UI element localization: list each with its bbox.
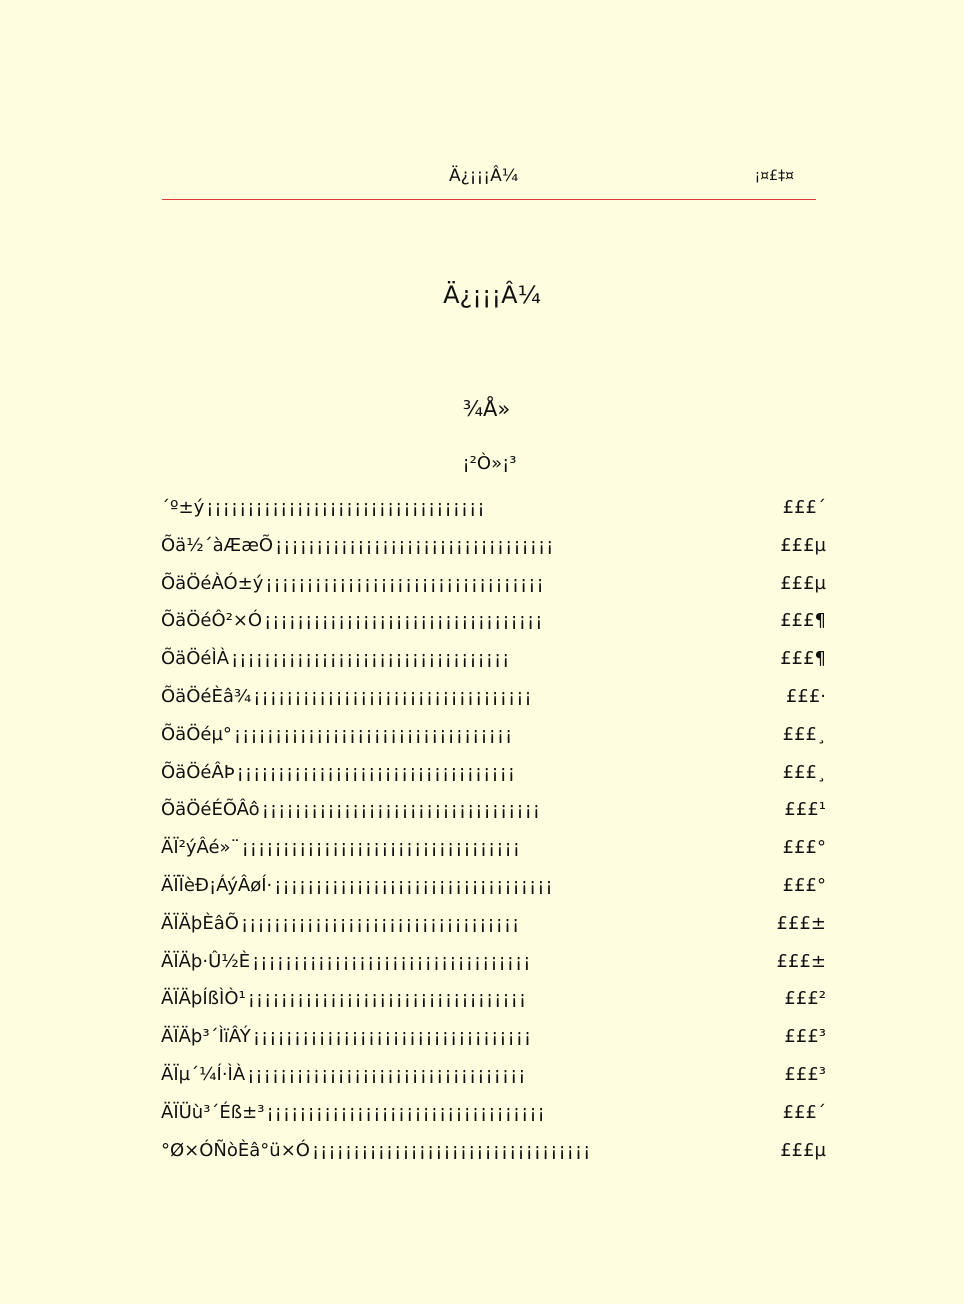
toc-entry-label: ÕäÖéÌÀ xyxy=(161,648,230,670)
toc-entry-page: £££¶ xyxy=(780,610,826,632)
toc-entry-label: °Ø×ÓÑòÈâ°ü×Ó xyxy=(161,1139,310,1161)
running-header xyxy=(162,166,816,200)
section-title: ¡²Ò»¡³ xyxy=(462,453,517,474)
dot-leader: ¡¡¡¡¡¡¡¡¡¡¡¡¡¡¡¡¡¡¡¡¡¡¡¡¡¡¡¡¡¡¡¡¡¡ xyxy=(236,761,516,783)
header-title: Ä¿¡¡¡Â¼ xyxy=(449,166,519,186)
toc-entry-page: £££± xyxy=(776,912,826,934)
toc-entry-label: ÕäÖéÔ²×Ó xyxy=(161,610,263,632)
toc-entry-page: £££³ xyxy=(784,1026,826,1048)
toc-entry-label: ÕäÖéÂÞ xyxy=(161,761,235,783)
toc-entry[interactable] xyxy=(161,980,826,1018)
toc-entry[interactable] xyxy=(161,602,826,640)
dot-leader: ¡¡¡¡¡¡¡¡¡¡¡¡¡¡¡¡¡¡¡¡¡¡¡¡¡¡¡¡¡¡¡¡¡¡ xyxy=(252,1026,533,1048)
toc-entry[interactable] xyxy=(161,905,826,943)
toc-entry-label: ÄÏÄþÍßÌÒ¹ xyxy=(161,988,246,1010)
toc-entry-label: ÕäÖéÀÓ±ý xyxy=(161,572,264,594)
document-title: Ä¿¡¡¡Â¼ xyxy=(443,281,541,309)
dot-leader: ¡¡¡¡¡¡¡¡¡¡¡¡¡¡¡¡¡¡¡¡¡¡¡¡¡¡¡¡¡¡¡¡¡¡ xyxy=(240,912,521,934)
toc-entry-page: £££± xyxy=(776,950,826,972)
toc-entry-page: £££µ xyxy=(780,1139,826,1161)
toc-entry[interactable] xyxy=(161,1132,826,1170)
part-title: ¾Å» xyxy=(462,397,511,421)
toc-entry-label: ÄÏÄþÈâÕ xyxy=(161,912,239,934)
dot-leader: ¡¡¡¡¡¡¡¡¡¡¡¡¡¡¡¡¡¡¡¡¡¡¡¡¡¡¡¡¡¡¡¡¡¡ xyxy=(253,685,533,707)
dot-leader: ¡¡¡¡¡¡¡¡¡¡¡¡¡¡¡¡¡¡¡¡¡¡¡¡¡¡¡¡¡¡¡¡¡¡ xyxy=(241,837,521,859)
toc-entry-label: ÄÏÜù³´Éß±³ xyxy=(161,1101,265,1123)
toc-entry-label: ÕäÖéµ° xyxy=(161,723,232,745)
dot-leader: ¡¡¡¡¡¡¡¡¡¡¡¡¡¡¡¡¡¡¡¡¡¡¡¡¡¡¡¡¡¡¡¡¡¡ xyxy=(252,950,532,972)
dot-leader: ¡¡¡¡¡¡¡¡¡¡¡¡¡¡¡¡¡¡¡¡¡¡¡¡¡¡¡¡¡¡¡¡¡¡ xyxy=(206,497,486,518)
toc-entry[interactable] xyxy=(161,867,826,905)
toc-entry[interactable] xyxy=(161,1094,826,1132)
toc-entry-label: Õä½´àÆæÕ xyxy=(161,534,274,556)
dot-leader: ¡¡¡¡¡¡¡¡¡¡¡¡¡¡¡¡¡¡¡¡¡¡¡¡¡¡¡¡¡¡¡¡¡¡ xyxy=(247,1063,527,1085)
dot-leader: ¡¡¡¡¡¡¡¡¡¡¡¡¡¡¡¡¡¡¡¡¡¡¡¡¡¡¡¡¡¡¡¡¡¡ xyxy=(231,648,511,670)
toc-entry-label: ´º±ý xyxy=(161,497,205,518)
toc-entry[interactable] xyxy=(161,527,826,565)
toc-entry-page: £££¹ xyxy=(784,799,826,821)
toc-entry[interactable] xyxy=(161,489,826,527)
toc-entry-label: ÄÏÄþ³´ÌïÂÝ xyxy=(161,1026,251,1048)
table-of-contents xyxy=(161,489,826,1169)
dot-leader: ¡¡¡¡¡¡¡¡¡¡¡¡¡¡¡¡¡¡¡¡¡¡¡¡¡¡¡¡¡¡¡¡¡¡ xyxy=(261,799,542,821)
toc-entry-page: £££´ xyxy=(782,497,826,518)
toc-entry[interactable] xyxy=(161,754,826,792)
toc-entry[interactable] xyxy=(161,829,826,867)
toc-entry-label: ÄÏÄþ·Û½È xyxy=(161,950,251,972)
toc-entry-label: ÄÏÏèÐ¡ÁýÂøÍ· xyxy=(161,874,273,896)
toc-entry[interactable] xyxy=(161,943,826,981)
header-page-number: ¡¤£‡¤ xyxy=(754,168,794,184)
dot-leader: ¡¡¡¡¡¡¡¡¡¡¡¡¡¡¡¡¡¡¡¡¡¡¡¡¡¡¡¡¡¡¡¡¡¡ xyxy=(247,988,528,1010)
toc-entry[interactable] xyxy=(161,678,826,716)
toc-entry-label: ÕäÖéÉÕÂô xyxy=(161,799,260,821)
toc-entry[interactable] xyxy=(161,716,826,754)
toc-entry-page: £££µ xyxy=(780,572,826,594)
dot-leader: ¡¡¡¡¡¡¡¡¡¡¡¡¡¡¡¡¡¡¡¡¡¡¡¡¡¡¡¡¡¡¡¡¡¡ xyxy=(266,1101,546,1123)
toc-entry[interactable] xyxy=(161,565,826,603)
dot-leader: ¡¡¡¡¡¡¡¡¡¡¡¡¡¡¡¡¡¡¡¡¡¡¡¡¡¡¡¡¡¡¡¡¡¡ xyxy=(265,572,545,594)
dot-leader: ¡¡¡¡¡¡¡¡¡¡¡¡¡¡¡¡¡¡¡¡¡¡¡¡¡¡¡¡¡¡¡¡¡¡ xyxy=(311,1139,592,1161)
toc-entry-label: ÄÏ²ýÂé»¨ xyxy=(161,837,240,859)
dot-leader: ¡¡¡¡¡¡¡¡¡¡¡¡¡¡¡¡¡¡¡¡¡¡¡¡¡¡¡¡¡¡¡¡¡¡ xyxy=(264,610,544,632)
toc-entry-page: £££· xyxy=(785,685,826,707)
toc-entry-page: £££² xyxy=(784,988,826,1010)
toc-entry[interactable] xyxy=(161,1056,826,1094)
toc-entry-page: £££³ xyxy=(784,1063,826,1085)
dot-leader: ¡¡¡¡¡¡¡¡¡¡¡¡¡¡¡¡¡¡¡¡¡¡¡¡¡¡¡¡¡¡¡¡¡¡ xyxy=(275,534,555,556)
dot-leader: ¡¡¡¡¡¡¡¡¡¡¡¡¡¡¡¡¡¡¡¡¡¡¡¡¡¡¡¡¡¡¡¡¡¡ xyxy=(274,874,554,896)
toc-entry-label: ÕäÖéÈâ¾ xyxy=(161,685,252,707)
toc-entry-page: £££¸ xyxy=(782,723,826,745)
toc-entry-page: £££´ xyxy=(782,1101,826,1123)
toc-entry[interactable] xyxy=(161,640,826,678)
toc-entry[interactable] xyxy=(161,791,826,829)
toc-entry-label: ÄÏµ´¼Í·ÌÀ xyxy=(161,1063,246,1085)
toc-entry-page: £££° xyxy=(782,837,826,859)
toc-entry-page: £££¶ xyxy=(780,648,826,670)
toc-entry-page: £££° xyxy=(782,874,826,896)
toc-entry-page: £££µ xyxy=(780,534,826,556)
toc-entry-page: £££¸ xyxy=(782,761,826,783)
dot-leader: ¡¡¡¡¡¡¡¡¡¡¡¡¡¡¡¡¡¡¡¡¡¡¡¡¡¡¡¡¡¡¡¡¡¡ xyxy=(233,723,514,745)
toc-entry[interactable] xyxy=(161,1018,826,1056)
